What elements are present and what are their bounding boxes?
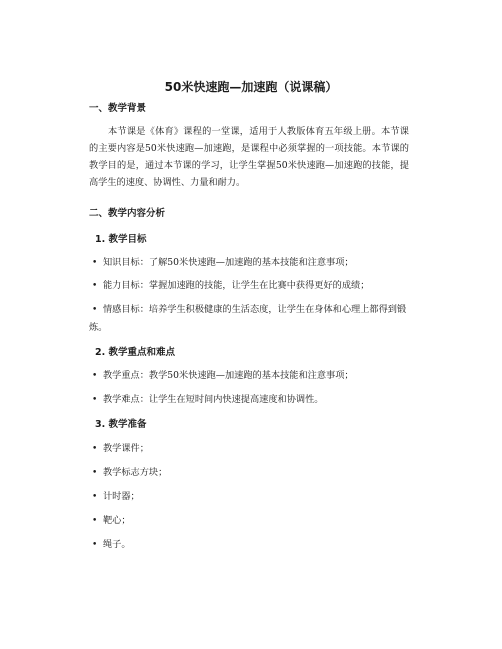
bullet-icon: • (92, 281, 98, 291)
list-item-text: 能力目标：掌握加速跑的技能，让学生在比赛中获得更好的成绩； (103, 280, 370, 291)
list-item-text: 教学课件； (103, 443, 149, 454)
list-item (89, 391, 415, 409)
list-item (89, 464, 415, 482)
list-item (89, 512, 415, 530)
list-item-text: 绳子。 (103, 539, 131, 550)
list-item-text: 知识目标：了解50米快速跑—加速跑的基本技能和注意事项； (103, 257, 354, 268)
bullet-icon: • (92, 444, 98, 454)
list-item (89, 488, 415, 506)
list-item (89, 536, 415, 554)
section-heading-background: 一、教学背景 (89, 103, 147, 114)
background-paragraph: 本节课是《体育》课程的一堂课，适用于人教版体育五年级上册。本节课的主要内容是50米快速跑—加速跑，是课程中必须掌握的一项技能。本节课的教学目的是，通过本节课的学习，让学生掌握50米快速跑—加速跑的技能，提高学生的速度、协调性、力量和耐力。 (89, 126, 409, 188)
list-item (89, 277, 415, 295)
list-item (89, 301, 415, 336)
list-item (89, 367, 415, 385)
bullet-icon: • (92, 258, 98, 268)
section-heading-content-analysis: 二、教学内容分析 (89, 208, 166, 219)
bullet-icon: • (92, 492, 98, 502)
list-item (89, 440, 415, 458)
subsection-heading-objectives: 1. 教学目标 (95, 234, 147, 245)
document-title: 50米快速跑—加速跑（说课稿） (164, 80, 338, 94)
bullet-icon: • (92, 371, 98, 381)
list-item (89, 254, 415, 272)
bullet-icon: • (92, 468, 98, 478)
bullet-icon: • (92, 540, 98, 550)
subsection-heading-preparation: 3. 教学准备 (95, 419, 147, 430)
list-item-text: 教学难点：让学生在短时间内快速提高速度和协调性。 (103, 394, 324, 405)
bullet-icon: • (92, 305, 98, 315)
bullet-icon: • (92, 395, 98, 405)
subsection-heading-key-points: 2. 教学重点和难点 (95, 347, 176, 358)
list-item-text: 情感目标：培养学生积极健康的生活态度，让学生在身体和心理上都得到锻炼。 (89, 304, 407, 333)
list-item-text: 靶心； (103, 515, 131, 526)
list-item-text: 教学重点：教学50米快速跑—加速跑的基本技能和注意事项； (103, 370, 354, 381)
list-item-text: 教学标志方块； (103, 467, 168, 478)
list-item-text: 计时器； (103, 491, 140, 502)
bullet-icon: • (92, 516, 98, 526)
